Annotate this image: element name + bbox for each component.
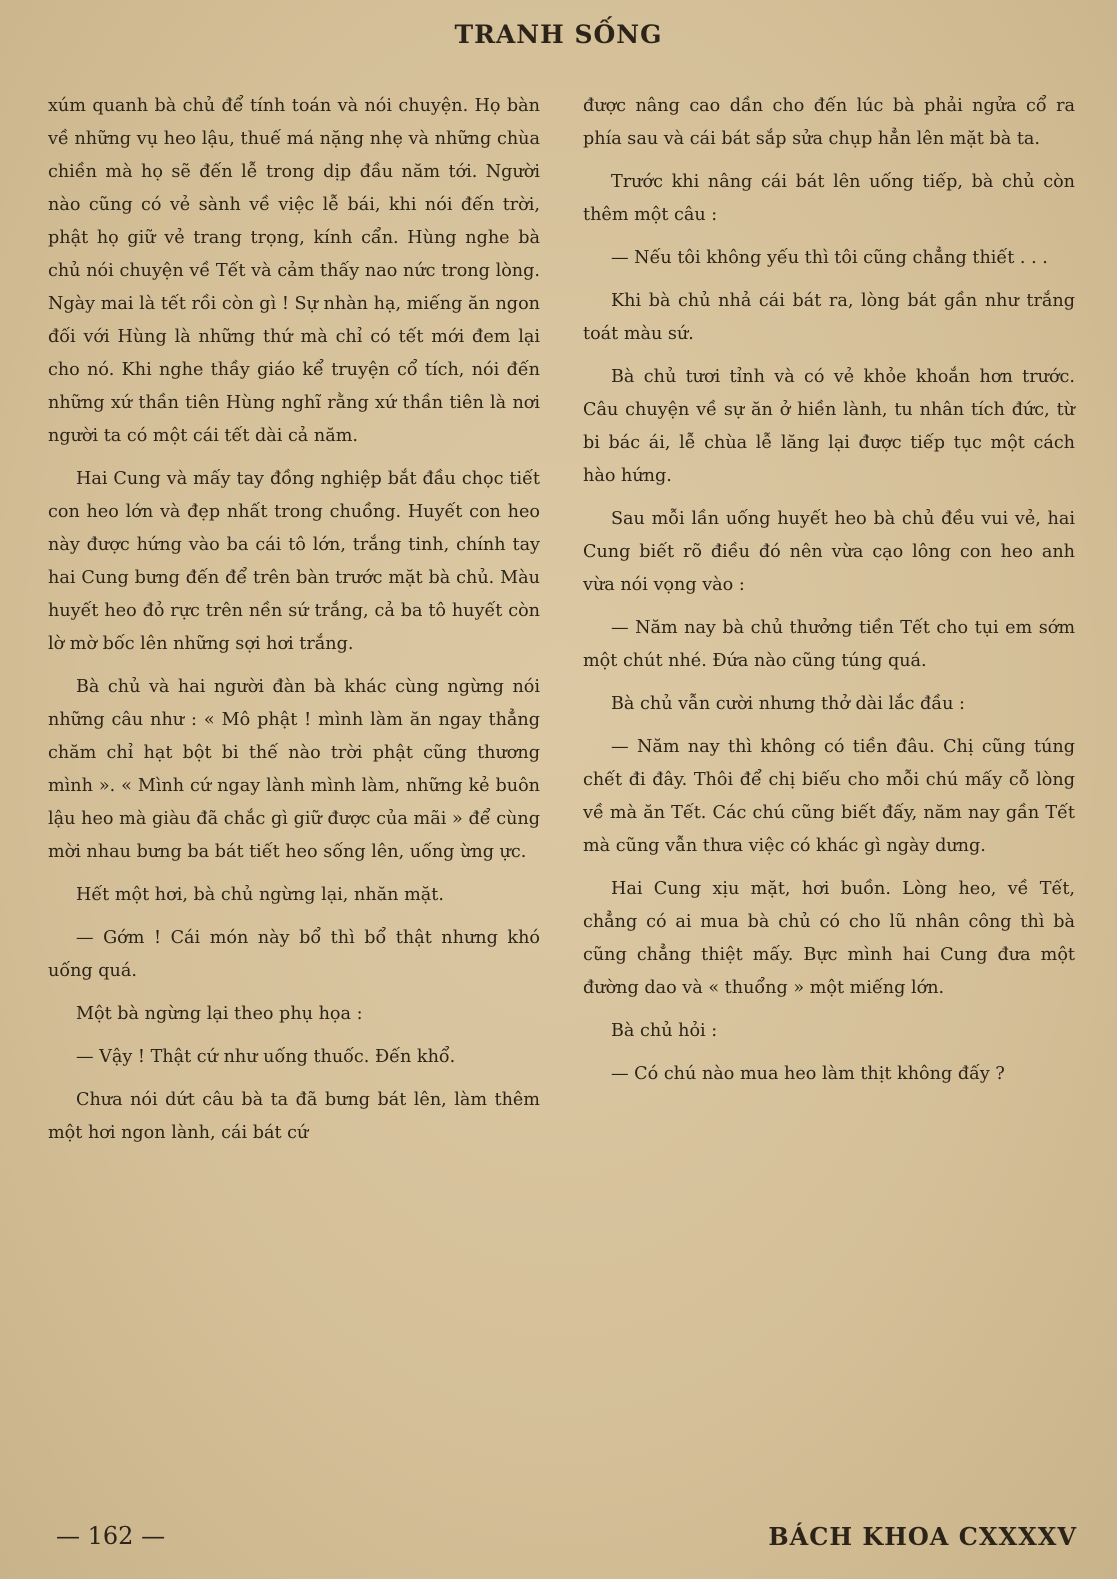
paragraph: Bà chủ vẫn cười nhưng thở dài lắc đầu : [611,694,965,714]
paragraph: — Năm nay thì không có tiền đâu. Chị cũng túng chết đi đây. Thôi để chị biếu cho mỗi chú mấy cỗ lòng về mà ăn Tết. Các chú cũng biết đấy, năm nay gần Tết mà cũng vẫn thưa việc có khác gì ngày dưng. [583,737,1075,856]
paragraph: Sau mỗi lần uống huyết heo bà chủ đều vui vẻ, hai Cung biết rõ điều đó nên vừa cạo lông con heo anh vừa nói vọng vào : [583,509,1075,595]
page-header-title: TRANH SỐNG [454,20,663,49]
page-number: — 162 — [56,1522,166,1550]
paragraph: Khi bà chủ nhả cái bát ra, lòng bát gần như trắng toát màu sứ. [583,291,1075,344]
journal-issue: BÁCH KHOA CXXXXV [768,1522,1077,1551]
paragraph: — Năm nay bà chủ thưởng tiền Tết cho tụi em sớm một chút nhé. Đứa nào cũng túng quá. [583,618,1075,671]
paragraph: — Vậy ! Thật cứ như uống thuốc. Đến khổ. [76,1047,456,1067]
paragraph: xúm quanh bà chủ để tính toán và nói chuyện. Họ bàn về những vụ heo lậu, thuế má nặng nhẹ và những chùa chiền mà họ sẽ đến lễ trong dịp đầu năm tới. Người nào cũng có vẻ sành về việc lễ bái, khi nói đến trời, phật họ giữ vẻ trang trọng, kính cẩn. Hùng nghe bà chủ nói chuyện về Tết và cảm thấy nao nức trong lòng. Ngày mai là tết rồi còn gì ! Sự nhàn hạ, miếng ăn ngon đối với Hùng là những thứ mà chỉ có tết mới đem lại cho nó. Khi nghe thầy giáo kể truyện cổ tích, nói đến những xứ thần tiên Hùng nghĩ rằng xứ thần tiên là nơi người ta có một cái tết dài cả năm. [48,96,540,446]
paragraph: Một bà ngừng lại theo phụ họa : [76,1004,363,1024]
paragraph: Hết một hơi, bà chủ ngừng lại, nhăn mặt. [76,885,444,905]
paragraph: — Gớm ! Cái món này bổ thì bổ thật nhưng khó uống quá. [48,928,540,981]
paragraph: — Có chú nào mua heo làm thịt không đấy ? [611,1064,1005,1084]
paragraph: — Nếu tôi không yếu thì tôi cũng chẳng thiết . . . [611,248,1048,268]
paragraph: Bà chủ hỏi : [611,1021,718,1041]
paragraph: Chưa nói dứt câu bà ta đã bưng bát lên, làm thêm một hơi ngon lành, cái bát cứ [48,1090,540,1143]
paragraph: Bà chủ và hai người đàn bà khác cùng ngừng nói những câu như : « Mô phật ! mình làm ăn ngay thẳng chăm chỉ hạt bột bi thế nào trời phật cũng thương mình ». « Mình cứ ngay lành mình làm, những kẻ buôn lậu heo mà giàu đã chắc gì giữ được của mãi » để cùng mời nhau bưng ba bát tiết heo sống lên, uống ừng ực. [48,677,540,862]
paragraph: được nâng cao dần cho đến lúc bà phải ngửa cổ ra phía sau và cái bát sắp sửa chụp hẳn lên mặt bà ta. [583,96,1075,149]
paragraph: Bà chủ tươi tỉnh và có vẻ khỏe khoắn hơn trước. Câu chuyện về sự ăn ở hiền lành, tu nhân tích đức, từ bi bác ái, lễ chùa lễ lăng lại được tiếp tục một cách hào hứng. [583,367,1075,486]
left-text-column [48,90,540,1160]
paragraph: Hai Cung xịu mặt, hơi buồn. Lòng heo, về Tết, chẳng có ai mua bà chủ có cho lũ nhân công thì bà cũng chẳng thiệt mấy. Bực mình hai Cung đưa một đường dao và « thuổng » một miếng lớn. [583,879,1075,998]
paragraph: Hai Cung và mấy tay đồng nghiệp bắt đầu chọc tiết con heo lớn và đẹp nhất trong chuồng. Huyết con heo này được hứng vào ba cái tô lớn, trắng tinh, chính tay hai Cung bưng đến để trên bàn trước mặt bà chủ. Màu huyết heo đỏ rực trên nền sứ trắng, cả ba tô huyết còn lờ mờ bốc lên những sợi hơi trắng. [48,469,540,654]
right-text-column [583,90,1075,1101]
paragraph: Trước khi nâng cái bát lên uống tiếp, bà chủ còn thêm một câu : [583,172,1075,225]
